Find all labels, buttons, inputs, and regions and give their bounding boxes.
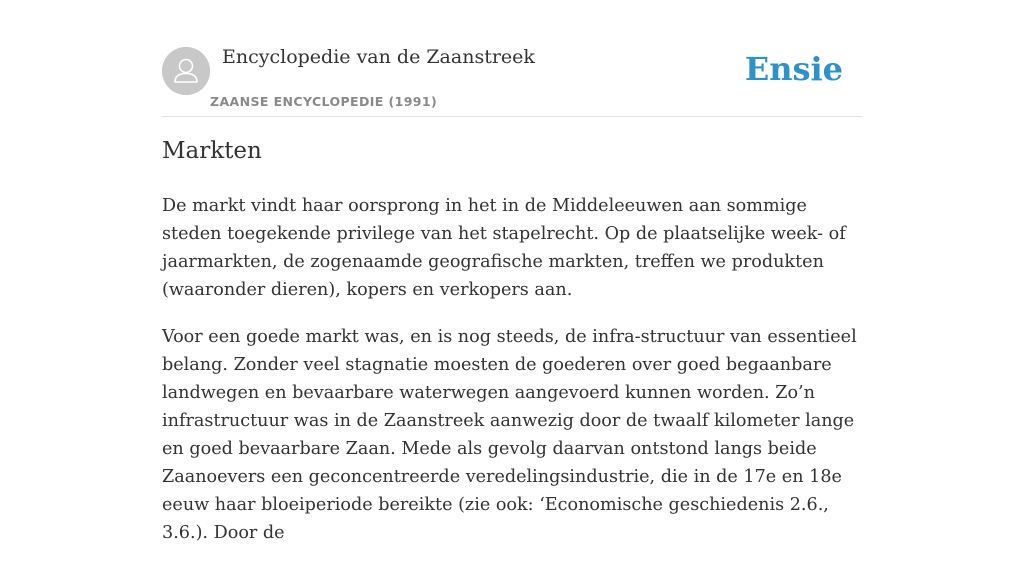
ensie-logo[interactable]: Ensie <box>744 50 843 88</box>
source-subtitle: ZAANSE ENCYCLOPEDIE (1991) <box>210 94 438 109</box>
article-body <box>162 192 862 566</box>
article-paragraph: Voor een goede markt was, en is nog steeds, de infra-structuur van essentieel belang. Zonder veel stagnatie moesten de goederen over goed begaanbare landwegen en bevaarbare waterwegen aangevoerd kunnen worden. Zo’n infrastructuur was in de Zaanstreek aanwezig door de twaalf kilometer lange en goed bevaarbare Zaan. Mede als gevolg daarvan ontstond langs beide Zaanoevers een geconcentreerde veredelingsindustrie, die in de 17e en 18e eeuw haar bloeiperiode bereikte (zie ook: ‘Economische geschiedenis 2.6., 3.6.). Door de <box>162 327 857 543</box>
source-title-link[interactable]: Encyclopedie van de Zaanstreek <box>222 46 535 68</box>
article-title: Markten <box>162 138 262 164</box>
user-silhouette-icon <box>162 47 210 95</box>
article-paragraph: De markt vindt haar oorsprong in het in de Middeleeuwen aan sommige steden toegekende privilege van het stapelrecht. Op de plaatselijke week- of jaarmarkten, de zogenaamde geografische markten, treffen we produkten (waaronder dieren), kopers en verkopers aan. <box>162 196 846 300</box>
article-header <box>162 46 862 117</box>
source-avatar[interactable] <box>162 47 210 95</box>
